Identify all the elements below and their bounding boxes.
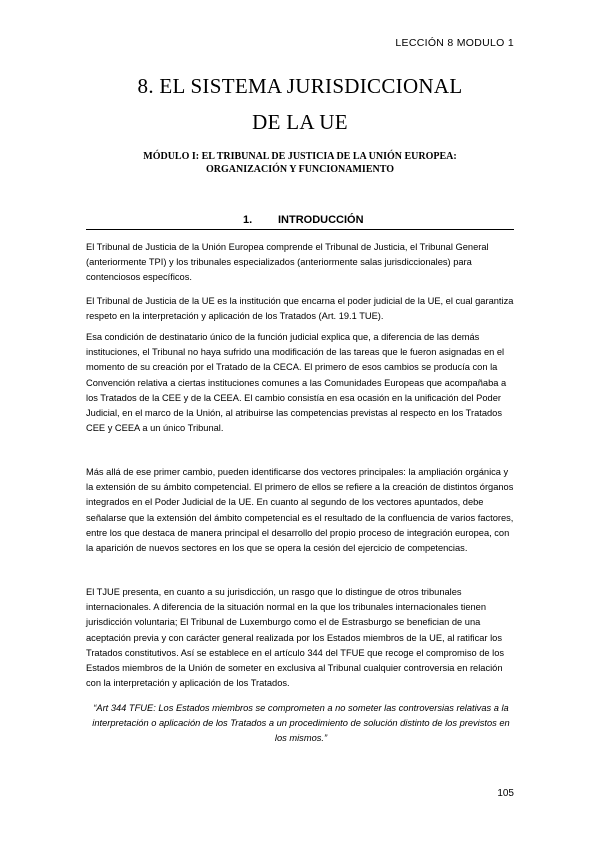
paragraph-5: El TJUE presenta, en cuanto a su jurisdicción, un rasgo que lo distingue de otros tribunales internacionales. A diferencia de la situación normal en la que los tribunales internacionales tienen jurisdicción voluntaria; El Tribunal de Luxemburgo como el de Estrasburgo se benefician de una aceptación previa y con carácter general realizada por los Estados miembros de la UE, al ratificar los Tratados constitutivos. Así se establece en el artículo 344 del TFUE que recoge el compromiso de los Estados miembros de la Unión de someter en exclusiva al Tribunal cualquier controversia en relación con la interpretación y aplicación de los Tratados. [86,587,505,689]
article-quote: “Art 344 TFUE: Los Estados miembros se comprometen a no someter las controversias relativas a la interpretación o aplicación de los Tratados a un procedimiento de solución distinto de los previstos en los mismos.” [92,703,510,744]
module-subtitle-line-1: MÓDULO I: EL TRIBUNAL DE JUSTICIA DE LA UNIÓN EUROPEA: [143,151,457,162]
paragraph-1: El Tribunal de Justicia de la Unión Europea comprende el Tribunal de Justicia, el Tribunal General (anteriormente TPI) y los tribunales especializados (anteriormente salas jurisdiccionales) para contenciosos específicos. [86,242,489,283]
page-number: 105 [497,788,514,799]
section-heading [86,211,514,230]
page-title-line-2: DE LA UE [252,110,348,134]
section-number: 1. [243,214,253,226]
module-subtitle [95,150,505,176]
paragraph-2: El Tribunal de Justicia de la UE es la institución que encarna el poder judicial de la UE, el cual garantiza respeto en la interpretación y aplicación de los Tratados (Art. 19.1 TUE). [86,296,514,322]
lesson-header: LECCIÓN 8 MODULO 1 [395,37,514,49]
module-subtitle-line-2: ORGANIZACIÓN Y FUNCIONAMIENTO [206,164,394,175]
page-title-line-1: 8. EL SISTEMA JURISDICCIONAL [137,74,463,98]
paragraph-4: Más allá de ese primer cambio, pueden identificarse dos vectores principales: la ampliación orgánica y la extensión de su ámbito competencial. El primero de ellos se refiere a la creación de distintos órganos integrados en el Poder Judicial de la UE. En cuanto al segundo de los vectores apuntados, debe señalarse que la extensión del ámbito competencial es el resultado de la confluencia de varios factores, entre los que destaca de manera principal el desarrollo del propio proceso de integración europea, con la aparición de nuevos sectores en los que se opera la cesión del ejercicio de competencias. [86,467,514,554]
paragraph-3: Esa condición de destinatario único de la función judicial explica que, a diferencia de las demás instituciones, el Tribunal no haya sufrido una modificación de las tareas que le fueron asignadas en el momento de su creación por el Tratado de la CECA. El primero de esos cambios se producía con la Convención relativa a ciertas instituciones comunes a las Comunidades Europeas que acompañaba a los Tratados de la CEE y de la CEEA. El cambio consistía en esa ocasión en la unificación del Poder Judicial, en el marco de la Unión, al atribuirse las competencias previstas al respecto en los Tratados CEE y CEEA a un único Tribunal. [86,332,507,434]
section-title: INTRODUCCIÓN [278,214,364,226]
